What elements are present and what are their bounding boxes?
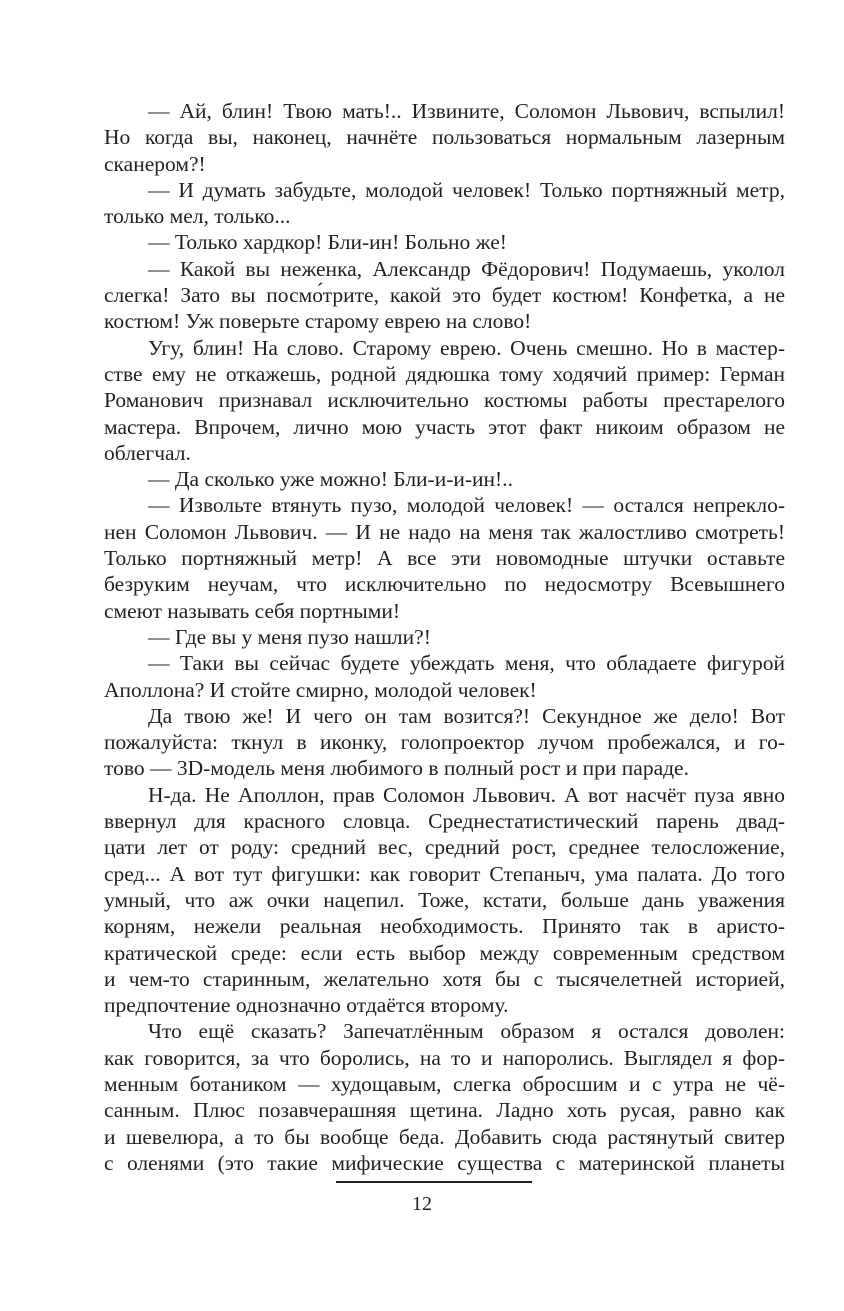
text-line: Романович признавал исключительно костюмы работы престарелого (104, 388, 785, 413)
page-body-text (104, 98, 785, 1176)
text-line: и чем-то старинным, желательно хотя бы с тысячелетней историей, (104, 966, 785, 991)
text-line: Да твою же! И чего он там возится?! Секундное же дело! Вот (148, 703, 785, 728)
text-line: менным ботаником — худощавым, слегка обросшим и с утра не чё- (104, 1071, 785, 1096)
text-line: — Ай, блин! Твою мать!.. Извините, Соломон Львович, вспылил! (148, 99, 785, 123)
text-line: — Только хардкор! Бли-ин! Больно же! (148, 230, 507, 255)
text-line: нен Соломон Львович. — И не надо на меня так жалостливо смотреть! (104, 519, 785, 544)
text-line: безруким неучам, что исключительно по недосмотру Всевышнего (104, 572, 785, 597)
text-line: облегчал. (104, 440, 191, 465)
text-line: слегка! Зато вы посмо́трите, какой это будет костюм! Конфетка, а не (104, 283, 785, 308)
text-line: пожалуйста: ткнул в иконку, голопроектор лучом пробежался, и го- (104, 730, 785, 755)
text-line: Но когда вы, наконец, начнёте пользоваться нормальным лазерным (104, 125, 785, 150)
text-line: Только портняжный метр! А все эти новомодные штучки оставьте (104, 546, 785, 571)
text-line: цати лет от роду: средний вес, средний рост, среднее телосложение, (104, 835, 785, 860)
footer-rule (336, 1181, 532, 1183)
text-line: мастера. Впрочем, лично мою участь этот факт никоим образом не (104, 414, 785, 439)
text-line: тово — 3D-модель меня любимого в полный рост и при параде. (104, 756, 689, 781)
text-line: — Таки вы сейчас будете убеждать меня, что обладаете фигурой (148, 651, 785, 676)
text-line: санным. Плюс позавчерашняя щетина. Ладно хоть русая, равно как (104, 1098, 785, 1123)
text-line: — Где вы у меня пузо нашли?! (148, 624, 431, 649)
text-line: Что ещё сказать? Запечатлённым образом я остался доволен: (148, 1019, 785, 1044)
text-line: — Извольте втянуть пузо, молодой человек! — остался непрекло- (148, 493, 785, 518)
text-line: умный, что аж очки нацепил. Тоже, кстати, больше дань уважения (104, 887, 785, 912)
text-line: корням, нежели реальная необходимость. Принято так в аристо- (104, 914, 785, 939)
text-line: — И думать забудьте, молодой человек! Только портняжный метр, (148, 177, 785, 202)
text-line: — Какой вы неженка, Александр Фёдорович! Подумаешь, уколол (148, 256, 785, 281)
text-line: Аполлона? И стойте смирно, молодой человек! (104, 677, 537, 702)
text-line: сред... А вот тут фигушки: как говорит Степаныч, ума палата. До того (104, 861, 785, 886)
text-line: предпочтение однозначно отдаётся второму. (104, 993, 509, 1018)
text-line: — Да сколько уже можно! Бли-и-и-ин!.. (148, 467, 513, 492)
text-line: как говорится, за что боролись, на то и напоролись. Выглядел я фор- (104, 1045, 785, 1070)
text-line: с оленями (это такие мифические существа с материнской планеты (104, 1150, 785, 1175)
text-line: смеют называть себя портными! (104, 598, 401, 623)
text-line: Н-да. Не Аполлон, прав Соломон Львович. А вот насчёт пуза явно (148, 782, 785, 807)
text-line: костюм! Уж поверьте старому еврею на слово! (104, 309, 532, 334)
text-line: стве ему не откажешь, родной дядюшка тому ходячий пример: Герман (104, 361, 785, 386)
page-number: 12 (412, 1193, 432, 1215)
text-line: только мел, только... (104, 204, 291, 229)
text-line: сканером?! (104, 151, 206, 176)
text-line: ввернул для красного словца. Среднестатистический парень двад- (104, 809, 785, 834)
text-line: Угу, блин! На слово. Старому еврею. Очень смешно. Но в мастер- (148, 335, 785, 360)
text-line: и шевелюра, а то бы вообще беда. Добавить сюда растянутый свитер (104, 1124, 785, 1149)
text-line: кратической среде: если есть выбор между современным средством (104, 940, 785, 965)
